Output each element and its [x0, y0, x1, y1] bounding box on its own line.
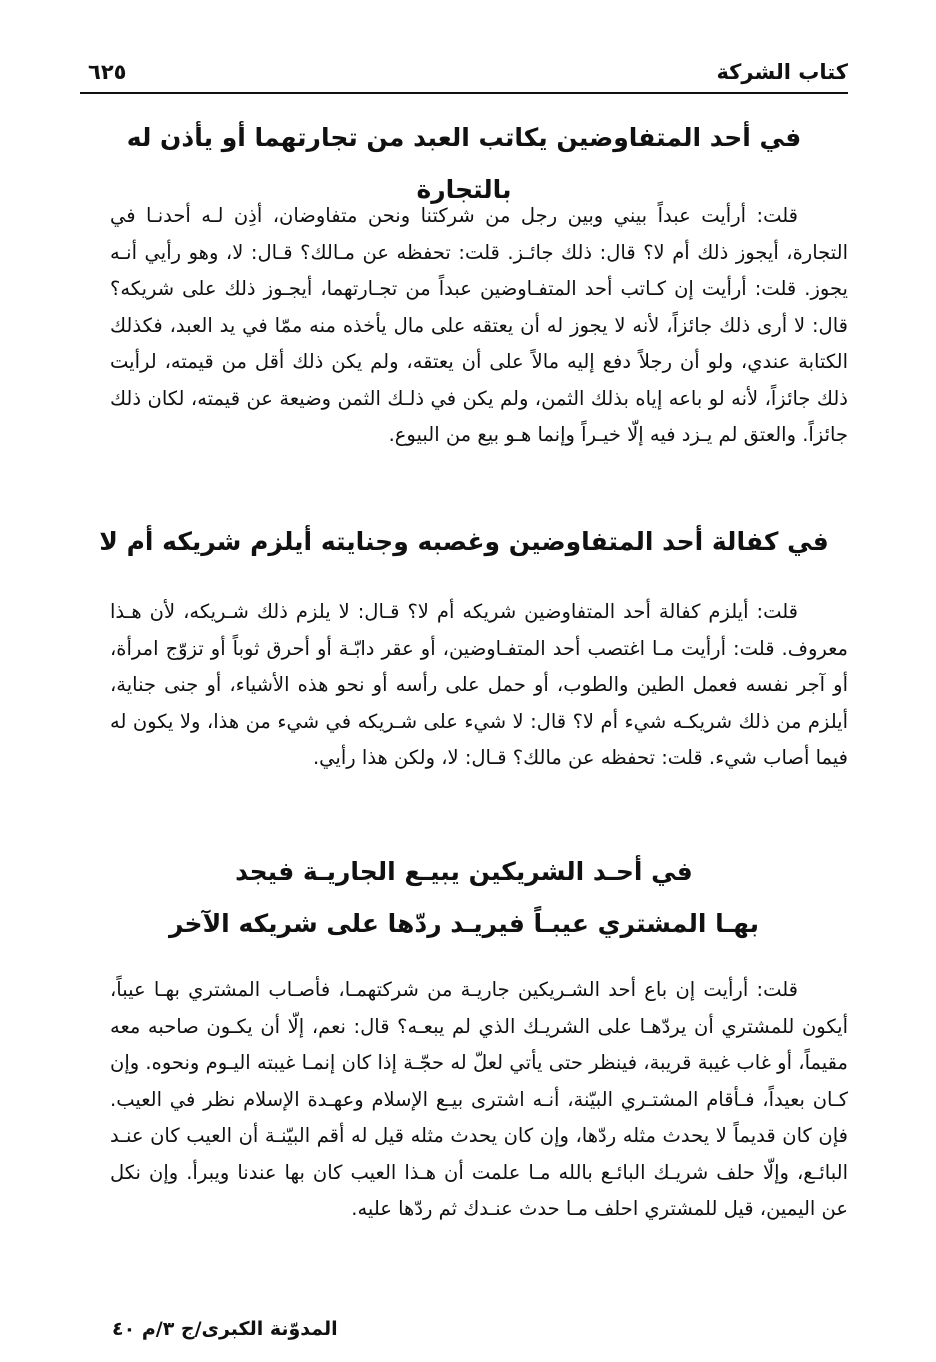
page-number: ٦٢٥: [88, 60, 127, 84]
section-heading-3-line-2: بهـا المشتري عيبـاً فيريـد ردّها على شريكه الآخر: [169, 909, 759, 938]
section-heading-3-line-1: في أحـد الشريكين يبيـع الجاريـة فيجد: [235, 857, 693, 886]
page-footer: المدوّنة الكبرى/ج ٣/م ٤٠: [112, 1318, 338, 1340]
page-header: [80, 58, 848, 94]
section-body-2: قلت: أيلزم كفالة أحد المتفاوضين شريكه أم لا؟ قـال: لا يلزم ذلك شـريكه، لأن هـذا معروف. قلت: أرأيت مـا اغتصب أحد المتفـاوضين، أو عقر دابّـة أو أحرق ثوباً أو تزوّج امرأة، أو آجر نفسه فعمل الطين والطوب، أو حمل على رأسه أو نحو هذه الأشياء، أو جنى جناية، أيلزم من ذلك شريكـه شيء أم لا؟ قال: لا شيء على شـريكه في شيء من هذا، ولا يكون له فيما أصاب شيء. قلت: تحفظه عن مالك؟ قـال: لا، ولكن هذا رأيي.: [110, 600, 848, 769]
section-body-3: قلت: أرأيت إن باع أحد الشـريكين جاريـة من شركتهمـا، فأصـاب المشتري بهـا عيباً، أيكون للمشتري أن يردّهـا على الشريـك الذي لم يبعـه؟ قال: نعم، إلّا أن يكـون صاحبه معه مقيماً، أو غاب غيبة قريبة، فينظر حتى يأتي لعلّ له حجّـة إذا كان إنمـا غيبته اليـوم ونحوه. وإن كـان بعيداً، فـأقام المشتـري البيّنة، أنـه اشترى بيـع الإسلام وعهـدة الإسلام نظر في العيب. فإن كان قديماً لا يحدث مثله ردّها، وإن كان يحدث مثله قيل له أقم البيّنـة أن العيب كان عنـد البائـع، وإلّا حلف شريـك البائـع بالله مـا علمت أن هـذا العيب كان بها عندنا ويبرأ. وإن نكل عن اليمين، قيل للمشتري احلف مـا حدث عنـدك ثم ردّها عليه.: [110, 978, 848, 1220]
section-heading-2: في كفالة أحد المتفاوضين وغصبه وجنايته أيلزم شريكه أم لا: [99, 527, 829, 556]
running-title: كتاب الشركة: [716, 60, 848, 84]
section-heading-1: في أحد المتفاوضين يكاتب العبد من تجارتهما أو يأذن له بالتجارة: [126, 123, 802, 204]
section-body-1: قلت: أرأيت عبداً بيني وبين رجل من شركتنا ونحن متفاوضان، أذِن لـه أحدنـا في التجارة، أيجوز ذلك أم لا؟ قال: ذلك جائـز. قلت: تحفظه عن مـالك؟ قـال: لا، وهو رأيي أنـه يجوز. قلت: أرأيت إن كـاتب أحد المتفـاوضين عبداً من تجـارتهما، أيجـوز ذلك على شريكه؟ قال: لا أرى ذلك جائزاً، لأنه لا يجوز له أن يعتقه على مال يأخذه منه ممّا في يد العبد، فكذلك الكتابة عندي، ولو أن رجلاً دفع إليه مالاً على أن يعتقه، ولم يكن ذلك أقل من قيمته، لرأيت ذلك جائزاً، لأنه لو باعه إياه بذلك الثمن، ولم يكن في ذلـك الثمن وضيعة عن قيمته، لكان ذلك جائزاً. والعتق لم يـزد فيه إلّا خيـراً وإنما هـو بيع من البيوع.: [110, 204, 848, 446]
